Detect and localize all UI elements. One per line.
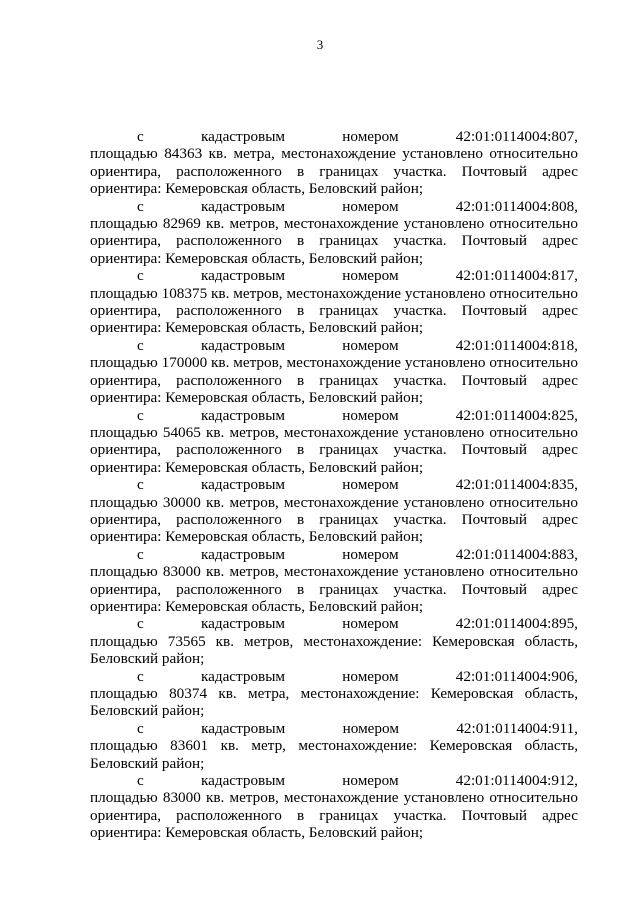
- parcel-entry: [90, 337, 578, 407]
- entry-preposition: с: [137, 545, 144, 563]
- entry-description: площадью 80374 кв. метра, местонахождение: Кемеровская область, Беловский район;: [90, 685, 578, 720]
- entry-preposition: с: [137, 476, 144, 494]
- entry-first-line: [90, 476, 578, 493]
- entry-word-number: номером: [342, 476, 399, 494]
- cadastral-number: 42:01:0114004:807,: [455, 128, 578, 145]
- cadastral-number: 42:01:0114004:817,: [455, 267, 578, 285]
- entry-word-number: номером: [342, 772, 399, 790]
- entry-preposition: с: [137, 772, 144, 790]
- entry-first-line: [90, 128, 578, 145]
- entry-word-number: номером: [342, 336, 399, 354]
- entry-first-line: [90, 198, 578, 215]
- entry-description: площадью 83000 кв. метров, местонахождение установлено относительно ориентира, расположенного в границах участка. Почтовый адрес ориентира: Кемеровская область, Беловский район;: [90, 789, 578, 842]
- entry-word-number: номером: [342, 197, 399, 215]
- entry-word-number: номером: [342, 719, 399, 737]
- cadastral-number: 42:01:0114004:818,: [455, 336, 578, 354]
- entry-first-line: [90, 337, 578, 354]
- parcel-entry: [90, 198, 578, 268]
- entry-word-number: номером: [342, 615, 399, 633]
- entry-first-line: [90, 720, 578, 737]
- parcel-entry: [90, 668, 578, 720]
- entry-first-line: [90, 267, 578, 284]
- entry-word-cadastral: кадастровым: [200, 267, 286, 285]
- cadastral-number: 42:01:0114004:835,: [455, 476, 578, 494]
- entry-word-cadastral: кадастровым: [201, 719, 286, 737]
- document-body: [90, 128, 578, 842]
- parcel-entry: [90, 615, 578, 667]
- entry-description: площадью 170000 кв. метров, местонахождение установлено относительно ориентира, расположенного в границах участка. Почтовый адрес ориентира: Кемеровская область, Беловский район;: [90, 354, 578, 407]
- cadastral-number: 42:01:0114004:912,: [455, 772, 578, 790]
- entry-preposition: с: [137, 128, 144, 145]
- entry-description: площадью 108375 кв. метров, местонахождение установлено относительно ориентира, расположенного в границах участка. Почтовый адрес ориентира: Кемеровская область, Беловский район;: [90, 284, 578, 337]
- entry-preposition: с: [137, 667, 144, 685]
- entry-first-line: [90, 772, 578, 789]
- entry-description: площадью 83601 кв. метр, местонахождение: Кемеровская область, Беловский район;: [90, 737, 578, 772]
- parcel-entry: [90, 267, 578, 337]
- entry-word-number: номером: [342, 128, 399, 145]
- entry-word-cadastral: кадастровым: [200, 772, 286, 790]
- entry-word-cadastral: кадастровым: [200, 476, 286, 494]
- page-number: 3: [316, 37, 324, 52]
- entry-description: площадью 73565 кв. метров, местонахождение: Кемеровская область, Беловский район;: [90, 632, 578, 668]
- entry-word-cadastral: кадастровым: [200, 336, 286, 354]
- entry-description: площадью 30000 кв. метров, местонахождение установлено относительно ориентира, расположенного в границах участка. Почтовый адрес ориентира: Кемеровская область, Беловский район;: [90, 493, 578, 546]
- parcel-entry: [90, 546, 578, 616]
- entry-word-number: номером: [342, 267, 399, 285]
- entry-word-cadastral: кадастровым: [200, 615, 286, 633]
- entry-word-cadastral: кадастровым: [200, 197, 286, 215]
- entry-preposition: с: [137, 197, 144, 215]
- cadastral-number: 42:01:0114004:906,: [455, 667, 578, 685]
- entry-word-cadastral: кадастровым: [200, 545, 286, 563]
- cadastral-number: 42:01:0114004:911,: [456, 719, 578, 737]
- entry-preposition: с: [137, 719, 144, 737]
- entry-preposition: с: [137, 267, 144, 285]
- entry-description: площадью 82969 кв. метров, местонахождение установлено относительно ориентира, расположенного в границах участка. Почтовый адрес ориентира: Кемеровская область, Беловский район;: [90, 215, 578, 267]
- entry-description: площадью 83000 кв. метров, местонахождение установлено относительно ориентира, расположенного в границах участка. Почтовый адрес ориентира: Кемеровская область, Беловский район;: [90, 563, 578, 615]
- cadastral-number: 42:01:0114004:808,: [455, 197, 578, 215]
- entry-first-line: [90, 546, 578, 563]
- entry-word-number: номером: [342, 406, 399, 424]
- entry-word-cadastral: кадастровым: [200, 128, 286, 145]
- entry-description: площадью 84363 кв. метра, местонахождение установлено относительно ориентира, расположенного в границах участка. Почтовый адрес ориентира: Кемеровская область, Беловский район;: [90, 145, 578, 198]
- parcel-entry: [90, 407, 578, 477]
- entry-word-number: номером: [342, 667, 399, 685]
- parcel-entry: [90, 720, 578, 772]
- cadastral-number: 42:01:0114004:895,: [455, 615, 578, 633]
- parcel-entry: [90, 772, 578, 842]
- entry-word-number: номером: [342, 545, 399, 563]
- entry-description: площадью 54065 кв. метров, местонахождение установлено относительно ориентира, расположенного в границах участка. Почтовый адрес ориентира: Кемеровская область, Беловский район;: [90, 423, 578, 476]
- entry-first-line: [90, 615, 578, 632]
- entry-first-line: [90, 407, 578, 424]
- parcel-entry: [90, 128, 578, 198]
- entry-word-cadastral: кадастровым: [200, 406, 286, 424]
- cadastral-number: 42:01:0114004:825,: [455, 406, 578, 424]
- entry-preposition: с: [137, 336, 144, 354]
- entry-first-line: [90, 668, 578, 685]
- entry-word-cadastral: кадастровым: [200, 667, 286, 685]
- cadastral-number: 42:01:0114004:883,: [455, 545, 578, 563]
- entry-preposition: с: [137, 615, 144, 633]
- parcel-entry: [90, 476, 578, 546]
- entry-preposition: с: [137, 406, 144, 424]
